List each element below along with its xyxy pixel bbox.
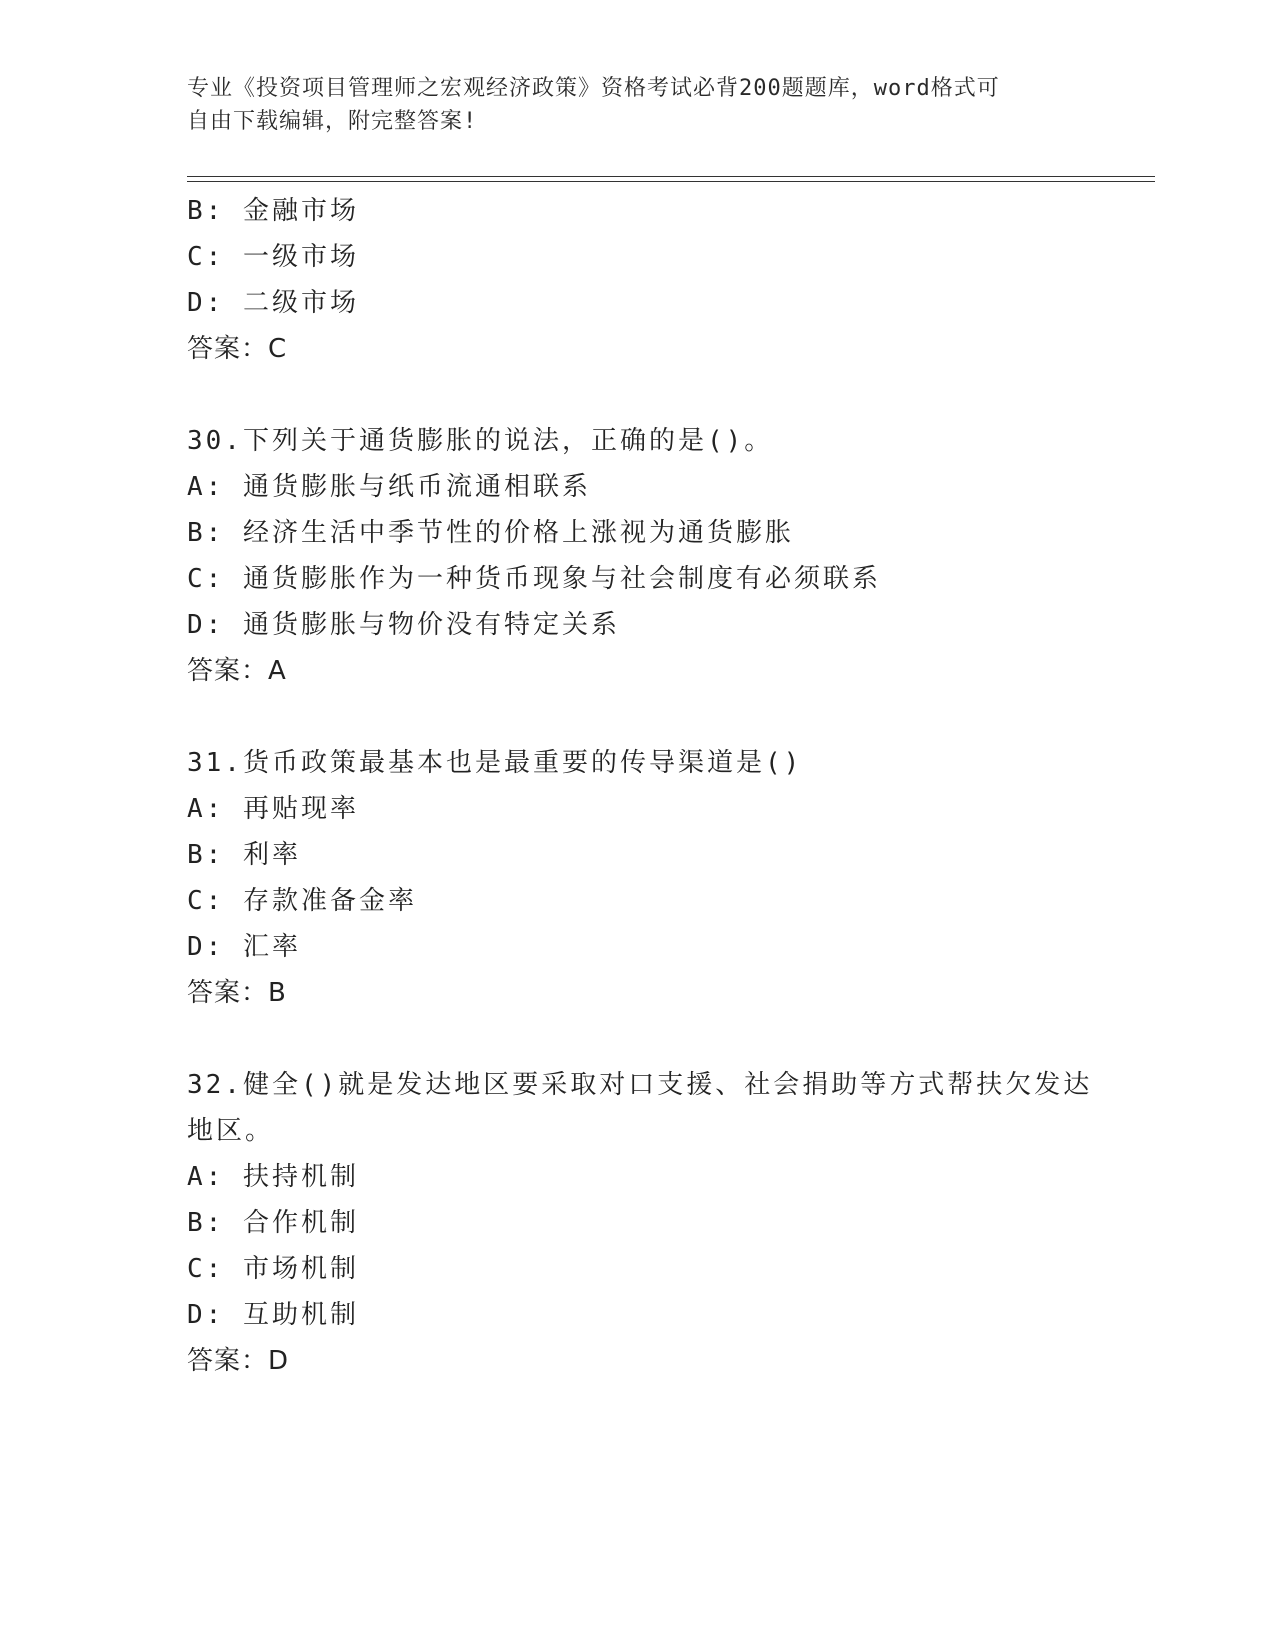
document-body <box>187 188 1093 1384</box>
header-line-1: 专业《投资项目管理师之宏观经济政策》资格考试必背200题题库，word格式可 <box>187 76 1000 101</box>
option-d: D: 互助机制 <box>187 1300 359 1330</box>
question-30 <box>187 418 1087 694</box>
question-31 <box>187 740 1087 1016</box>
option-a: A: 通货膨胀与纸币流通相联系 <box>187 472 591 502</box>
header-rule-top <box>187 176 1155 177</box>
question-32 <box>187 1062 1093 1384</box>
question-stem: 31.货币政策最基本也是最重要的传导渠道是() <box>187 748 803 778</box>
option-b: B: 利率 <box>187 840 301 870</box>
answer: 答案：D <box>187 1346 290 1376</box>
document-header <box>187 72 1067 138</box>
option-b: B: 金融市场 <box>187 196 359 226</box>
option-d: D: 通货膨胀与物价没有特定关系 <box>187 610 620 640</box>
option-c: C: 通货膨胀作为一种货币现象与社会制度有必须联系 <box>187 564 881 594</box>
answer: 答案：A <box>187 656 287 686</box>
option-a: A: 扶持机制 <box>187 1162 359 1192</box>
answer: 答案：B <box>187 978 287 1008</box>
option-c: C: 市场机制 <box>187 1254 359 1284</box>
question-stem: 30.下列关于通货膨胀的说法，正确的是()。 <box>187 426 774 456</box>
option-d: D: 汇率 <box>187 932 301 962</box>
option-c: C: 一级市场 <box>187 242 359 272</box>
spacer <box>187 694 1087 740</box>
option-b: B: 经济生活中季节性的价格上涨视为通货膨胀 <box>187 518 794 548</box>
question-stem-line-1: 32.健全()就是发达地区要采取对口支援、社会捐助等方式帮扶欠发达 <box>187 1070 1093 1100</box>
header-rule-bottom <box>187 181 1155 182</box>
header-line-2: 自由下载编辑，附完整答案! <box>187 109 478 134</box>
question-stem-line-2: 地区。 <box>187 1116 275 1146</box>
option-b: B: 合作机制 <box>187 1208 359 1238</box>
option-a: A: 再贴现率 <box>187 794 359 824</box>
option-d: D: 二级市场 <box>187 288 359 318</box>
question-29-continued <box>187 188 1087 372</box>
spacer <box>187 1016 1087 1062</box>
option-c: C: 存款准备金率 <box>187 886 417 916</box>
answer: 答案：C <box>187 334 288 364</box>
spacer <box>187 372 1087 418</box>
